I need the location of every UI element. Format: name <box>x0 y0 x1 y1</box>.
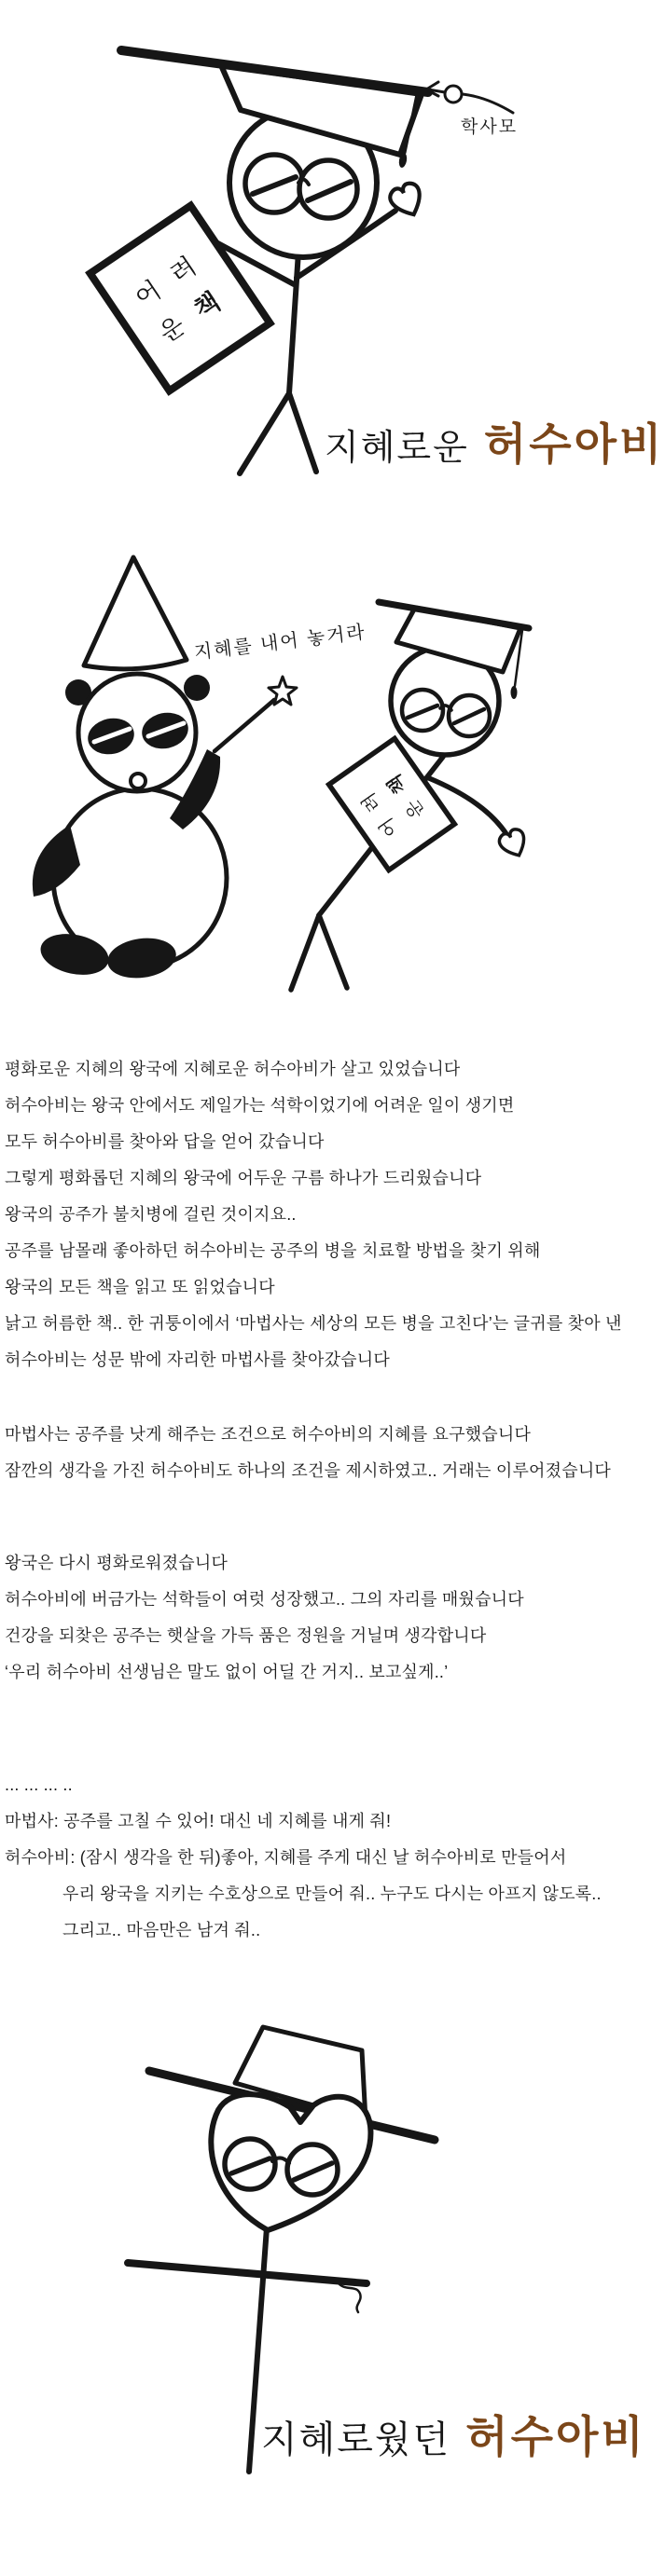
story-line: 허수아비에 버금가는 석학들이 여럿 성장했고.. 그의 자리를 매웠습니다 <box>5 1590 524 1609</box>
dialogue-line-wizard: 마법사: 공주를 고칠 수 있어! 대신 네 지혜를 내게 줘! <box>5 1812 392 1830</box>
bottom-title-was-wise: 지혜로웠던 <box>261 2419 451 2460</box>
wizard-hat <box>84 557 187 669</box>
bottom-title <box>261 2403 646 2465</box>
difficult-book <box>329 738 455 870</box>
panda-wizard-figure <box>33 557 297 982</box>
book-cover <box>329 738 455 870</box>
story-line: 모두 허수아비를 찾아와 답을 얻어 갔습니다 <box>5 1132 325 1151</box>
straw-squiggle <box>338 2282 361 2312</box>
cap-annotation-label: 학사모 <box>461 117 519 137</box>
book-cover <box>90 206 270 391</box>
figure-leg-left <box>240 393 289 473</box>
story-line: 낡고 허름한 책.. 한 귀퉁이에서 ‘마법사는 세상의 모든 병을 고친다’는 글귀를 찾아 낸 <box>5 1314 622 1333</box>
scholar-scarecrow-small-figure <box>291 602 531 990</box>
story-line: 허수아비는 왕국 안에서도 제일가는 석학이었기에 어려운 일이 생기면 <box>5 1096 515 1115</box>
story-line: ‘우리 허수아비 선생님은 말도 없이 어딜 간 거지.. 보고싶게..’ <box>5 1663 449 1681</box>
cap-tassel-tip <box>511 686 518 699</box>
bottom-title-scarecrow: 허수아비 <box>465 2412 646 2461</box>
book-label-line2: 운 책 <box>154 283 230 349</box>
story-line: 마법사는 공주를 낫게 해주는 조건으로 허수아비의 지혜를 요구했습니다 <box>5 1425 532 1444</box>
story-line: 허수아비는 성문 밖에 자리한 마법사를 찾아갔습니다 <box>5 1350 390 1369</box>
dialogue-line-scarecrow: 그리고.. 마음만은 남겨 줘.. <box>62 1921 261 1939</box>
figure-body <box>289 252 298 393</box>
dialogue-line-scarecrow: 우리 왕국을 지키는 수호상으로 만들어 줘.. 누구도 다시는 아프지 않도록.. <box>62 1884 602 1903</box>
panda-ear-right <box>184 675 210 701</box>
panda-speech-text: 지혜를 내어 놓거라 <box>192 622 367 664</box>
story-line: 왕국의 모든 책을 읽고 또 읽었습니다 <box>5 1278 275 1296</box>
figure-leg-right <box>289 393 316 472</box>
top-title <box>325 410 664 473</box>
book-label-line1: 어 려 <box>130 248 206 313</box>
bottom-panel-drawing <box>0 2004 665 2576</box>
story-line: 건강을 되찾은 공주는 햇살을 가득 품은 정원을 거닐며 생각합니다 <box>5 1626 487 1645</box>
story-dialogue <box>5 1767 602 1949</box>
story-line: 그렇게 평화롭던 지혜의 왕국에 어두운 구름 하나가 드리웠습니다 <box>5 1169 482 1187</box>
story-line: 공주를 남몰래 좋아하던 허수아비는 공주의 병을 치료할 방법을 찾기 위해 <box>5 1241 541 1260</box>
arm-crossbar <box>128 2263 367 2283</box>
story-line: 평화로운 지혜의 왕국에 지혜로운 허수아비가 살고 있었습니다 <box>5 1060 461 1078</box>
top-title-wise: 지혜로운 <box>325 429 469 468</box>
difficult-book <box>90 206 270 391</box>
cap-annotation-arrow <box>426 82 513 113</box>
book-label-line2: 운 책 <box>381 767 429 823</box>
story-paragraph-1 <box>5 1051 622 1378</box>
top-title-scarecrow: 허수아비 <box>483 419 665 469</box>
story-line: 왕국은 다시 평화로워졌습니다 <box>5 1554 229 1572</box>
figure-leg-left <box>291 915 319 990</box>
story-line: 왕국의 공주가 불치병에 걸린 것이지요.. <box>5 1205 297 1224</box>
figure-leg-right <box>319 915 347 988</box>
book-label-line1: 어 려 <box>355 785 404 841</box>
story-line: 잠깐의 생각을 가진 허수아비도 하나의 조건을 제시하였고.. 거래는 이루어졌습니다 <box>5 1461 611 1480</box>
story-paragraph-2 <box>5 1417 611 1489</box>
dialogue-line-scarecrow: 허수아비: (잠시 생각을 한 뒤)좋아, 지혜를 주게 대신 날 허수아비로 만들어서 <box>5 1848 567 1867</box>
story-paragraph-3 <box>5 1545 524 1691</box>
magic-wand <box>215 700 274 751</box>
story-ellipsis-line: ... ... ... .. <box>5 1775 73 1794</box>
